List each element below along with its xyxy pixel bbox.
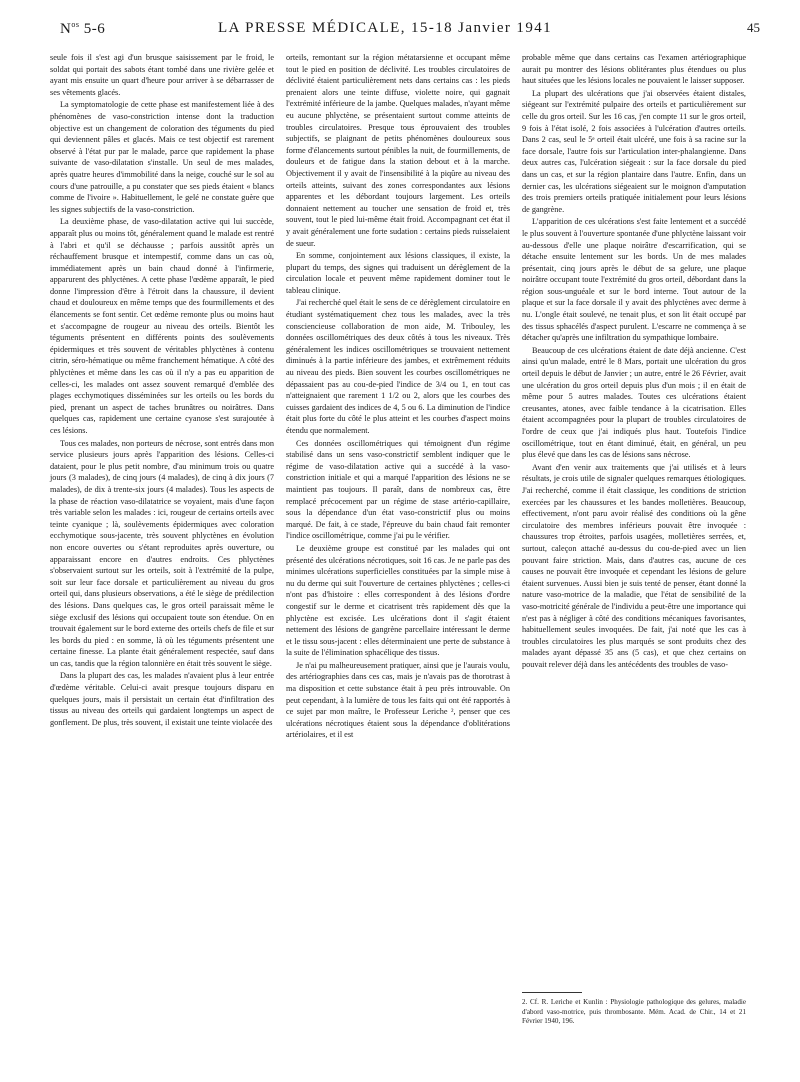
paragraph: Je n'ai pu malheureusement pratiquer, ainsi que je l'aurais voulu, des artériographies dans ces cas, mais je n'avais pas de thorotrast à ma disposition et cette substance était à peu près introuvable. On peut cependant, à la lumière de tous les faits qui ont été rapportés à ce sujet par mon maître, le Professeur Leriche ², penser que ces ulcérations nécrotiques étaient sous la dépendance d'oblitérations artériolaires, et il est: [286, 660, 510, 740]
paragraph: L'apparition de ces ulcérations s'est faite lentement et a succédé le plus souvent à l'ouverture spontanée d'une phlyctène laissant voir au-dessous d'elle une plaque noirâtre d'escarrification, qui se détache ensuite lentement sur les bords. Un de mes malades présentait, cinq jours après le début de sa gelure, une plaque noirâtre occupant toute l'extrémité du gros orteil, débordant dans la région sous-unguéale et sur le bord interne. Tout autour de la plaque et sur la face dorsale il y avait des phlyctènes avec derme à nu. L'ongle était soulevé, ne tenait plus, et son lit était occupé par des tissus sphacélés d'aspect purulent. L'escarre ne commença à se détacher qu'après une infiltration du sympathique lombaire.: [522, 217, 746, 343]
paragraph: Avant d'en venir aux traitements que j'ai utilisés et à leurs résultats, je crois utile de signaler quelques remarques étiologiques. J'ai recherché, comme il était classique, les conditions de striction exercées par les chaussures et les bandes molletières. Beaucoup, effectivement, n'ont paru avoir réalisé des conditions où la gêne circulatoire des membres inférieurs pouvait être invoquée : chaussures trop étroites, parfois usagées, molletières serrées, et, surtout, caleçon attaché au-dessus du cou-de-pied avec un lien pouvant faire striction. Mais, dans d'autres cas, aucune de ces causes ne pouvait être invoquée et cependant les lésions de gelure étaient survenues. Aussi bien je suis tenté de penser, étant donné la nature vaso-motrice de la maladie, que l'état de sensibilité de la vaso-motricité générale de l'individu a peut-être une importance qui n'est pas à négliger à côté des conditions mécaniques favorisantes, habituellement seules invoquées. De fait, j'ai noté que les cas à troubles circulatoires les plus marqués se sont produits chez des malades ayant dépassé 35 ans (5 cas), et que chez certains on pouvait relever déjà dans les antécédents des troubles de vaso-: [522, 462, 746, 669]
paragraph: En somme, conjointement aux lésions classiques, il existe, la plupart du temps, des signes qui traduisent un dérèglement de la circulation locale et peuvent même rapidement dominer tout le tableau clinique.: [286, 251, 510, 295]
paragraph: Ces données oscillométriques qui témoignent d'un régime stabilisé dans un sens vaso-constrictif semblent indiquer que le régime de vaso-dilatation active qui a succédé à la vaso-constriction initiale et qui a marqué l'apparition des lésions ne se maintient pas toujours. Il paraît, dans de nombreux cas, être remplacé précocement par un régime de stase artério-capillaire, sous la dépendance d'un état vaso-constrictif plus ou moins marqué. De fait, à ce stade, l'épreuve du bain chaud fait remonter l'indice oscillométrique, comme j'ai pu le vérifier.: [286, 438, 510, 541]
issue-number: $N^{os}$ 5-6: [60, 20, 106, 37]
journal-title: LA PRESSE MÉDICALE, 15-18 Janvier 1941: [218, 20, 553, 36]
paragraph: Dans la plupart des cas, les malades n'avaient plus à leur entrée d'œdème véritable. Celui-ci avait presque toujours disparu en quelques jours, mais il persistait un certain état d'infiltration des tissus au niveau des orteils qui gardaient longtemps un aspect de gonflement. De plus, très souvent, il existait une teinte violacée des: [50, 671, 274, 727]
paragraph: La plupart des ulcérations que j'ai observées étaient distales, siégeant sur l'extrémité pulpaire des orteils et particulièrement sur celle du gros orteil. Sur les 16 cas, j'en compte 11 sur le gros orteil, 9 fois à l'état isolé, 2 fois associées à l'ulcération d'autres orteils. Dans 2 cas, seul le 5ᵉ orteil était ulcéré, une fois à sa racine sur la face dorsale, l'autre fois sur l'articulation inter-phalangienne. Dans deux autres cas, l'ulcération siégeait : sur la face dorsale du pied dans un cas, et sur la région plantaire dans l'autre. Enfin, dans un dernier cas, les ulcérations siégeaient sur le moignon d'amputation des trois premiers orteils pratiquée initialement pour leurs lésions de gangrène.: [522, 88, 746, 214]
column-left: [50, 52, 274, 728]
paragraph: probable même que dans certains cas l'examen artériographique aurait pu montrer des lésions oblitérantes plus étendues ou plus haut situées que les lésions locales ne pouvaient le laisser supposer.: [522, 53, 746, 86]
page-header: [60, 20, 760, 42]
paragraph: Beaucoup de ces ulcérations étaient de date déjà ancienne. C'est ainsi qu'un malade, entré le 8 Mars, portait une ulcération du gros orteil depuis le début de Janvier ; un autre, entré le 26 Février, avait une ulcération du gros orteil depuis plus d'un mois ; il en était de même pour 5 autres malades. Toutes ces ulcérations étaient creusantes, atones, avec faible tendance à la cicatrisation. Elles étaient accompagnées pour la plupart de troubles circulatoires de l'ordre de ceux que j'ai indiqués plus haut. Toutefois l'indice oscillométrique, tout en étant diminué, était, en général, un peu plus élevé que dans les cas de lésions sans nécrose.: [522, 345, 746, 460]
paragraph: J'ai recherché quel était le sens de ce dérèglement circulatoire en étudiant systématiquement chez tous les malades, avec la très consciencieuse collaboration de mon aide, M. Tribouley, les données oscillométriques des deux côtés à tous les niveaux. Très généralement les indices oscillométriques se trouvaient nettement diminués à la partie inférieure des jambes, et extrêmement réduits au niveau des pieds. Bien souvent les courbes oscillométriques ne dépassaient pas au cou-de-pied l'indice de 3/4 ou 1, en tout cas n'atteignaient que rarement 1 1/2 ou 2, alors que les courbes des cuisses gardaient des indices de 4, 5 ou 6. La diminution de l'indice était plus forte du côté le plus atteint et les courbes d'aspect moins étendu que normalement.: [286, 298, 510, 435]
paragraph: orteils, remontant sur la région métatarsienne et occupant même tout le pied en position de déclivité. Les troubles circulatoires de déclivité étaient particulièrement nets dans certains cas : les pieds prenaient alors une teinte diffuse, violette noire, qui gagnait l'extrémité inférieure de la jambe. Quelques malades, n'ayant même eu aucune phlyctène, se présentaient surtout comme atteints de troubles circulatoires. Presque tous éprouvaient des troubles subjectifs, se plaignant de petits phénomènes douloureux sous forme d'élancements surtout pénibles la nuit, de fourmillements, de douleurs et de fatigue dans la station debout et à la marche. Objectivement il y avait de l'insensibilité à la piqûre au niveau des orteils atteints, suivant des zones correspondantes aux lésions apparentes et les débordant toujours largement. Les orteils donnaient nettement au toucher une sensation de froid et, très souvent, tout le pied lui-même était froid. Accompagnant cet état il y avait généralement une forte sudation : certains pieds ruisselaient de sueur.: [286, 53, 510, 248]
page-number: 45: [747, 20, 760, 35]
paragraph: La symptomatologie de cette phase est manifestement liée à des phénomènes de vaso-constriction intense dont la traduction objective est un changement de coloration des téguments du pied qui deviennent pâles et glacés. Mais ce test objectif est rarement observé à l'état pur par le malade, parce que rapidement la phase suivante de vaso-dilatation s'installe. Un seul de mes malades, après quatre heures d'immobilité dans la neige, couché sur le sol au cours d'une patrouille, a pu constater que ses pieds étaient « blancs comme de l'ivoire ». Habituellement, le gelé ne constate guère que les signes subjectifs de la vaso-constriction.: [50, 100, 274, 214]
paragraph: seule fois il s'est agi d'un brusque saisissement par le froid, le soldat qui portait des sabots étant tombé dans une rivière gelée et ayant mis ensuite un quart d'heure pour arriver à se débarrasser de ses vêtements glacés.: [50, 53, 274, 97]
paragraph: La deuxième phase, de vaso-dilatation active qui lui succède, apparaît plus ou moins tôt, généralement quand le malade est rentré à l'abri et qu'il se déchausse ; parfois aussitôt après un réchauffement brusque et intempestif, comme dans un cas où, immédiatement après un bain chaud donné à l'infirmerie, apparurent des phlyctènes. A cette phase l'œdème apparaît, le pied donne l'impression d'être à l'étroit dans la chaussure, il devient chaud et douloureux en même temps que des fourmillements et des élancements se font sentir. Cet œdème remonte plus ou moins haut et s'accompagne de rougeur au niveau des orteils. Bientôt les téguments présentent en différents points des soulèvements épidermiques et très souvent de véritables phlyctènes à contenu citrin, séro-hématique ou même franchement hématique. A côté des phlyctènes et même dans les cas où il n'y a pas eu apparition de celles-ci, les malades ont assez souvent remarqué d'emblée des plages ecchymotiques disséminées sur les orteils ou les bords du pied, prenant un aspect de taches brunâtres ou noirâtres. Dans quelques cas, rapidement une certaine cyanose s'est surajoutée à ces lésions.: [50, 217, 274, 435]
footnote: 2. Cf. R. Leriche et Kunlin : Physiologie pathologique des gelures, maladie d'abord vaso-motrice, puis thrombosante. Mém. Acad. de Chir., 14 et 21 Février 1940, 196.: [522, 998, 746, 1026]
paragraph: Le deuxième groupe est constitué par les malades qui ont présenté des ulcérations nécrotiques, soit 16 cas. Je ne parle pas des minimes ulcérations superficielles constituées par la simple mise à nu du derme qui suit l'ouverture de certaines phlyctènes ; celles-ci n'ont pas d'histoire : elles correspondent à des lésions d'ordre congestif sur le derme et cicatrisent très rapidement dès que la phlyctène est excisée. Les ulcérations dont il s'agit étaient nettement des lésions de gangrène parcellaire intéressant le derme et le tissu sous-jacent : elles déterminaient une perte de substance à la suite de l'élimination sphacélique des tissus.: [286, 543, 510, 658]
paragraph: Tous ces malades, non porteurs de nécrose, sont entrés dans mon service plusieurs jours après l'apparition des lésions. Celles-ci dataient, pour le plus petit nombre, d'au minimum trois ou quatre jours (3 malades), de cinq jours (4 malades), de cinq à dix jours (7 malades), de dix à trente-six jours (4 malades). Tous les aspects de la phase de réaction vaso-dilatatrice se voyaient, mais d'une façon très variable selon les malades : ici, rougeur de certains orteils avec teinte cyanique ; là, soulèvements épidermiques avec coloration ecchymotique sous-jacente, très souvent phlyctènes en évolution non encore ouvertes ou s'étant reproduites après ouverture, ou apparaissant encore en d'autres endroits. Ces phlyctènes s'observaient surtout sur les orteils, soit à l'extrémité de la pulpe, soit sur leur face dorsale et particulièrement au niveau du gros orteil qui, dans plusieurs observations, a été le siège de prédilection des lésions. Dans quelques cas, le gros orteil paraissait même le siège exclusif des lésions qui occupaient toute son étendue. On en trouvait également sur le bord externe des orteils chefs de file et sur les bords du pied : en somme, là où les téguments présentent une certaine finesse. La plante était généralement respectée, sauf dans un cas, tandis que la région talonnière en était très souvent le siège.: [50, 438, 274, 668]
column-middle: [286, 52, 510, 741]
footnote-rule: [522, 992, 582, 993]
column-right: [522, 52, 746, 670]
